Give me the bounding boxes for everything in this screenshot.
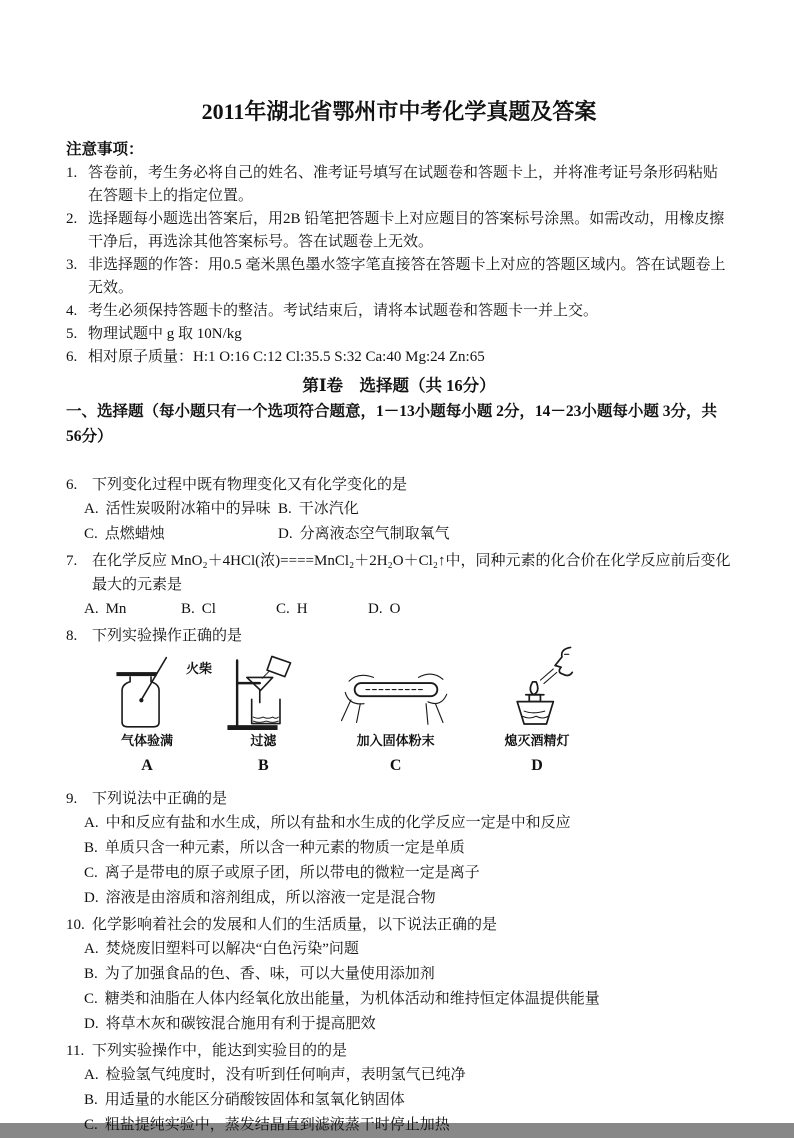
notice-item <box>66 323 732 346</box>
option-text: 将草木灰和碳铵混合施用有利于提高肥效 <box>105 1016 376 1032</box>
question-text: 在化学反应 MnO₂＋4HCl(浓)====MnCl₂＋2H₂O＋Cl₂↑中，同种元素的化合价在化学反应前后变化最大的元素是 <box>92 553 731 593</box>
notice-item <box>66 300 732 323</box>
notice-section <box>66 138 732 369</box>
option-text: Cl <box>201 601 216 617</box>
notice-item-number: 4. <box>66 303 78 319</box>
figure-item-a <box>88 654 212 775</box>
option-a <box>84 497 278 522</box>
figure-letter: D <box>531 757 543 774</box>
notice-item-number: 3. <box>66 257 78 273</box>
notice-item-text: 物理试题中 g 取 10N/kg <box>88 326 242 342</box>
option-label: B. <box>84 840 98 856</box>
filtration-art <box>213 654 313 730</box>
option-text: 单质只含一种元素，所以含一种元素的物质一定是单质 <box>104 840 465 856</box>
question-number: 11. <box>66 1043 85 1059</box>
blow-lamp-art <box>478 654 596 730</box>
option-label: D. <box>84 890 99 906</box>
notice-item-number: 1. <box>66 165 78 181</box>
notice-item-number: 2. <box>66 211 78 227</box>
notice-item-text: 答卷前，考生务必将自己的姓名、准考证号填写在试题卷和答题卡上，并将准考证号条形码粘贴在答题卡上的指定位置。 <box>88 165 719 204</box>
figure-item-d <box>478 654 596 775</box>
question-stem <box>66 1039 732 1063</box>
option-label: A. <box>84 1067 99 1083</box>
option-text: 检验氢气纯度时，没有听到任何响声，表明氢气已纯净 <box>105 1067 466 1083</box>
option-label: D. <box>84 1016 99 1032</box>
option-text: 焚烧废旧塑料可以解决“白色污染”问题 <box>105 941 359 957</box>
gas-test-bottle-art <box>88 654 212 730</box>
notice-item <box>66 254 732 300</box>
option-label: C. <box>84 526 98 542</box>
notice-header: 注意事项： <box>66 141 144 158</box>
match-annotation: 火柴 <box>185 661 212 676</box>
question-stem <box>66 549 732 597</box>
notice-item-text: 考生必须保持答题卡的整洁。考试结束后，请将本试题卷和答题卡一并上交。 <box>88 303 599 319</box>
question-options <box>84 937 732 1037</box>
question-options <box>84 811 732 911</box>
option-label: C. <box>276 601 290 617</box>
option-c <box>84 987 732 1012</box>
option-label: B. <box>84 966 98 982</box>
option-text: 活性炭吸附冰箱中的异味 <box>105 501 271 517</box>
add-powder-art <box>321 654 471 730</box>
section-one-heading: 一、选择题（每小题只有一个选项符合题意，1－13小题每小题 2分，14－23小题每小题 3分，共 56分） <box>66 403 718 445</box>
notice-item-text: 非选择题的作答：用0.5 毫米黑色墨水签字笔直接答在答题卡上对应的答题区域内。答在试题卷上无效。 <box>88 257 726 296</box>
option-label: A. <box>84 815 99 831</box>
question-options <box>84 597 732 622</box>
page-title: 2011年湖北省鄂州市中考化学真题及答案 <box>201 99 597 124</box>
notice-list <box>66 162 732 369</box>
question-number: 9. <box>66 791 78 807</box>
option-label: C. <box>84 865 98 881</box>
question-text: 下列说法中正确的是 <box>92 791 228 807</box>
option-d <box>278 522 732 547</box>
option-c <box>276 597 368 622</box>
option-text: 中和反应有盐和水生成，所以有盐和水生成的化学反应一定是中和反应 <box>105 815 571 831</box>
questions-list <box>66 473 732 1138</box>
option-label: B. <box>278 501 292 517</box>
option-text: 离子是带电的原子或原子团，所以带电的微粒一定是离子 <box>104 865 480 881</box>
option-label: B. <box>84 1092 98 1108</box>
question-text: 下列变化过程中既有物理变化又有化学变化的是 <box>92 477 408 493</box>
option-label: A. <box>84 601 99 617</box>
option-text: 粗盐提纯实验中，蒸发结晶直到滤液蒸干时停止加热 <box>104 1117 450 1133</box>
question-text: 化学影响着社会的发展和人们的生活质量，以下说法正确的是 <box>92 917 498 933</box>
part-one-title: 第Ⅰ卷 选择题（共 16分） <box>302 376 496 395</box>
option-text: 干冰汽化 <box>298 501 359 517</box>
question-10 <box>66 913 732 1037</box>
option-d <box>368 597 732 622</box>
option-text: 糖类和油脂在人体内经氧化放出能量，为机体活动和维持恒定体温提供能量 <box>104 991 600 1007</box>
option-c <box>84 522 278 547</box>
option-label: C. <box>84 1117 98 1133</box>
notice-item <box>66 346 732 369</box>
question-options <box>84 1063 732 1138</box>
option-label: D. <box>368 601 383 617</box>
gas-test-bottle-icon <box>104 656 190 730</box>
option-b <box>84 1088 732 1113</box>
option-text: H <box>296 601 308 617</box>
notice-item-text: 相对原子质量：H:1 O:16 C:12 Cl:35.5 S:32 Ca:40 Mg:24 Zn:65 <box>88 349 485 365</box>
figure-caption: 加入固体粉末 <box>356 733 435 748</box>
option-text: Mn <box>105 601 127 617</box>
option-a <box>84 937 732 962</box>
question-stem <box>66 624 732 648</box>
notice-item-number: 5. <box>66 326 78 342</box>
question-7 <box>66 549 732 622</box>
blow-alcohol-lamp-icon <box>493 644 581 730</box>
option-text: O <box>389 601 401 617</box>
figure-caption: 过滤 <box>250 733 277 748</box>
option-c <box>84 861 732 886</box>
question-stem <box>66 473 732 497</box>
figure-letter: C <box>389 757 402 774</box>
question-options <box>84 497 732 547</box>
question-text: 下列实验操作中，能达到实验目的的是 <box>92 1043 348 1059</box>
hands-test-tube-icon <box>330 668 462 730</box>
option-b <box>84 836 732 861</box>
question-number: 7. <box>66 553 78 569</box>
option-a <box>84 1063 732 1088</box>
notice-item-number: 6. <box>66 349 78 365</box>
notice-item <box>66 208 732 254</box>
option-text: 点燃蜡烛 <box>104 526 165 542</box>
figure-letter: B <box>257 757 269 774</box>
figure-item-c <box>321 654 471 775</box>
notice-item <box>66 162 732 208</box>
option-text: 溶液是由溶质和溶剂组成，所以溶液一定是混合物 <box>105 890 436 906</box>
question-6 <box>66 473 732 547</box>
option-d <box>84 1012 732 1037</box>
figure-letter: A <box>141 757 153 774</box>
question-stem <box>66 787 732 811</box>
option-a <box>84 811 732 836</box>
question-9 <box>66 787 732 911</box>
question-number: 10. <box>66 917 85 933</box>
option-text: 为了加强食品的色、香、味，可以大量使用添加剂 <box>104 966 435 982</box>
option-label: C. <box>84 991 98 1007</box>
figure-item-b <box>213 654 313 775</box>
question-text: 下列实验操作正确的是 <box>92 628 243 644</box>
option-b <box>278 497 732 522</box>
option-text: 用适量的水能区分硝酸铵固体和氢氧化钠固体 <box>104 1092 405 1108</box>
option-text: 分离液态空气制取氧气 <box>299 526 450 542</box>
option-c <box>84 1113 732 1138</box>
filtration-setup-icon <box>221 654 305 730</box>
option-d <box>84 886 732 911</box>
option-label: A. <box>84 941 99 957</box>
option-label: B. <box>181 601 195 617</box>
option-label: A. <box>84 501 99 517</box>
option-b <box>181 597 276 622</box>
question-11 <box>66 1039 732 1138</box>
option-label: D. <box>278 526 293 542</box>
question-number: 6. <box>66 477 78 493</box>
figure-caption: 熄灭酒精灯 <box>504 733 570 748</box>
question-8 <box>66 624 732 775</box>
notice-item-text: 选择题每小题选出答案后，用2B 铅笔把答题卡上对应题目的答案标号涂黑。如需改动，用橡皮擦干净后，再选涂其他答案标号。答在试题卷上无效。 <box>88 211 725 250</box>
question-stem <box>66 913 732 937</box>
figure-caption: 气体验满 <box>120 733 173 748</box>
option-b <box>84 962 732 987</box>
option-a <box>84 597 181 622</box>
question-number: 8. <box>66 628 78 644</box>
experiment-figure <box>88 654 596 775</box>
